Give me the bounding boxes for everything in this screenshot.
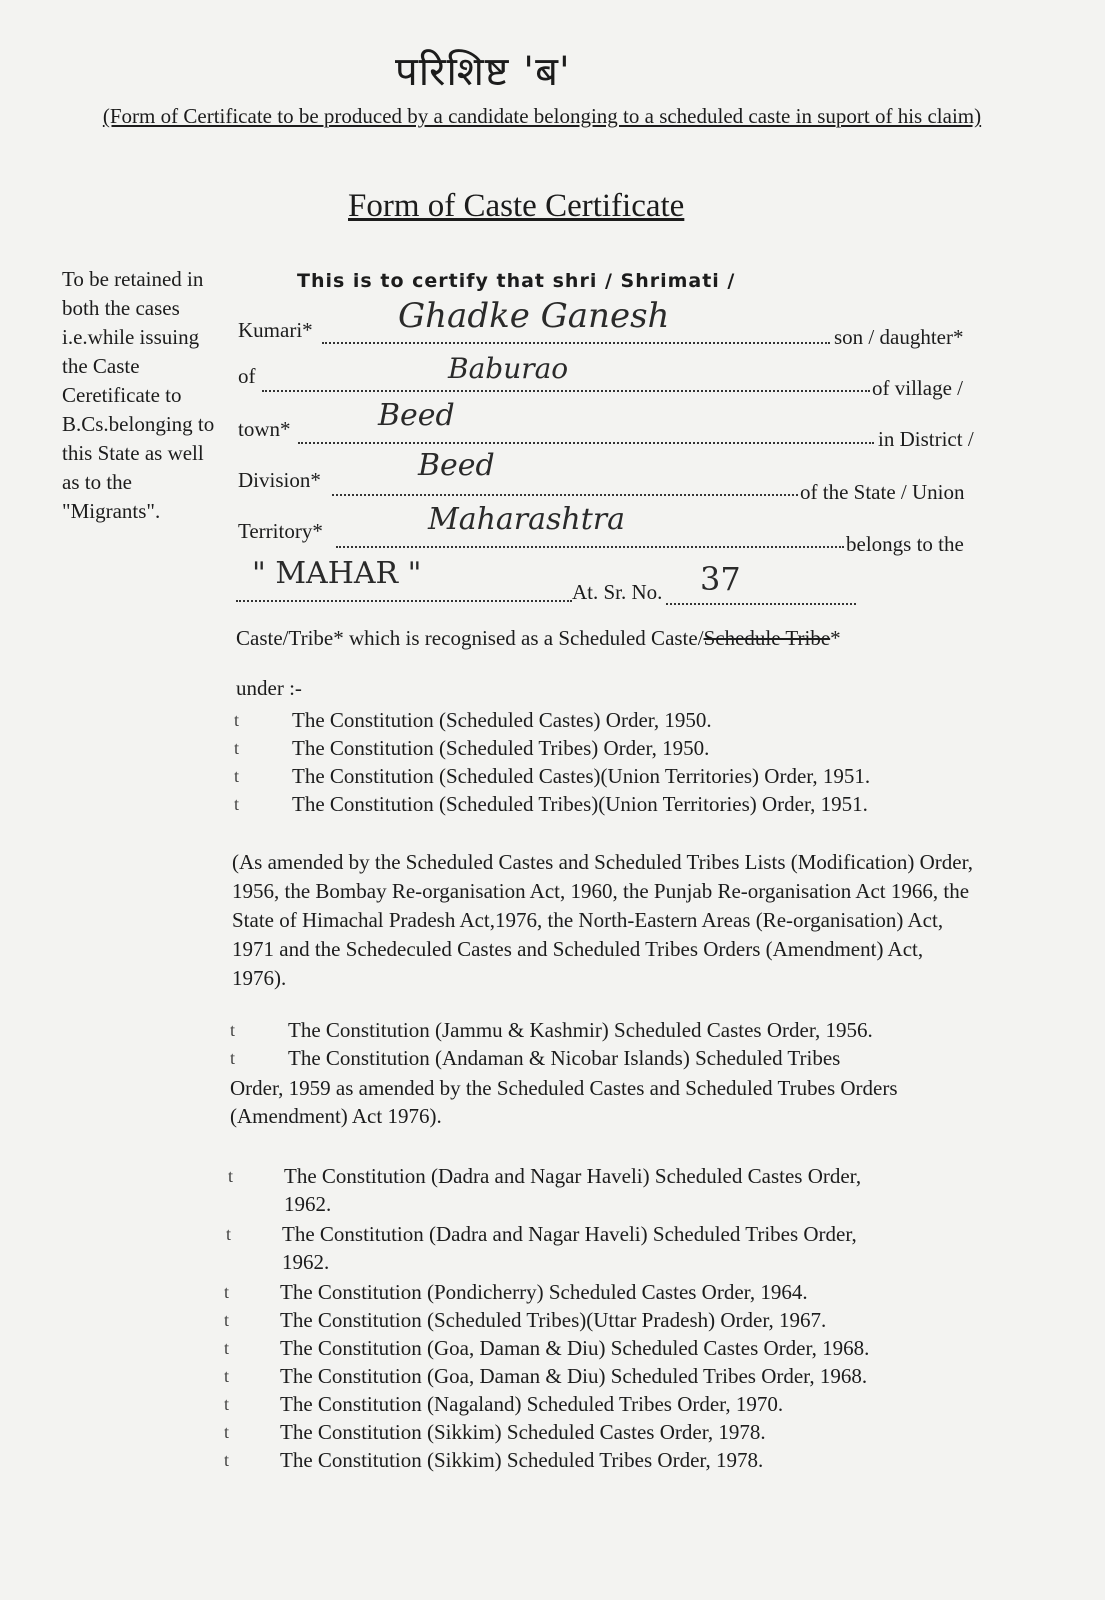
order-item: The Constitution (Dadra and Nagar Haveli) Scheduled Tribes Order, 1962. <box>282 1222 857 1274</box>
under-label: under :- <box>236 676 302 700</box>
territory-dotted-line <box>336 546 844 548</box>
order-item: The Constitution (Jammu & Kashmir) Scheduled Castes Order, 1956. <box>288 1018 873 1042</box>
son-daughter-label: son / daughter* <box>834 325 964 349</box>
order-item: The Constitution (Scheduled Castes) Order, 1950. <box>292 708 712 732</box>
town-dotted-line <box>298 442 874 444</box>
order-item: The Constitution (Scheduled Tribes) Order, 1950. <box>292 736 710 760</box>
list-bullet: t <box>234 794 240 814</box>
hindi-title: परिशिष्ट 'ब' <box>395 49 571 95</box>
list-bullet: t <box>224 1422 230 1442</box>
order-item-continued: Order, 1959 as amended by the Scheduled Castes and Scheduled Trubes Orders (Amendment) Act 1976). <box>230 1076 898 1128</box>
order-item: The Constitution (Scheduled Tribes)(Uttar Pradesh) Order, 1967. <box>280 1308 827 1332</box>
in-district-label: in District / <box>878 427 974 451</box>
belongs-to-label: belongs to the <box>846 532 964 556</box>
division-handwritten: Beed <box>418 448 495 483</box>
caste-tribe-line <box>236 626 841 651</box>
list-bullet: t <box>224 1282 230 1302</box>
list-bullet: t <box>230 1020 236 1040</box>
of-village-label: of village / <box>872 376 963 400</box>
list-bullet: t <box>234 710 240 730</box>
father-dotted-line <box>262 390 870 392</box>
list-bullet: t <box>224 1310 230 1330</box>
amended-paragraph: (As amended by the Scheduled Castes and Scheduled Tribes Lists (Modification) Order, 1956, the Bombay Re-organisation Act, 1960, the Punjab Re-organisation Act 1966, the State of Himachal Pradesh Act,1976, the North-Eastern Areas (Re-organisation) Act, 1971 and the Schedeculed Castes and Scheduled Tribes Orders (Amendment) Act, 1976). <box>232 850 974 990</box>
order-item: The Constitution (Goa, Daman & Diu) Scheduled Castes Order, 1968. <box>280 1336 870 1360</box>
division-dotted-line <box>332 494 798 496</box>
form-subtitle: (Form of Certificate to be produced by a candidate belonging to a scheduled caste in suport of his claim) <box>102 104 982 128</box>
sr-no-dotted-line <box>666 603 856 605</box>
list-bullet: t <box>226 1224 232 1244</box>
order-item: The Constitution (Nagaland) Scheduled Tribes Order, 1970. <box>280 1392 784 1416</box>
of-state-label: of the State / Union <box>800 480 965 504</box>
caste-tribe-asterisk: * <box>830 626 841 650</box>
name-handwritten: Ghadke Ganesh <box>398 296 670 336</box>
schedule-tribe-struck: Schedule Tribe <box>703 626 831 650</box>
sr-no-label: At. Sr. No. <box>572 580 663 604</box>
town-label: town* <box>238 417 291 441</box>
certify-text: This is to certify that shri / Shrimati / <box>297 270 736 292</box>
order-item: The Constitution (Sikkim) Scheduled Castes Order, 1978. <box>280 1420 766 1444</box>
caste-handwritten: " MAHAR " <box>252 556 422 591</box>
list-bullet: t <box>234 766 240 786</box>
caste-tribe-text: Caste/Tribe* which is recognised as a Scheduled Caste/ <box>236 626 704 650</box>
order-item: The Constitution (Pondicherry) Scheduled Castes Order, 1964. <box>280 1280 808 1304</box>
list-bullet: t <box>224 1366 230 1386</box>
list-bullet: t <box>230 1048 236 1068</box>
of-label: of <box>238 364 256 388</box>
order-item: The Constitution (Scheduled Castes)(Union Territories) Order, 1951. <box>292 764 871 788</box>
list-bullet: t <box>224 1338 230 1358</box>
order-item: The Constitution (Dadra and Nagar Haveli) Scheduled Castes Order, 1962. <box>284 1164 862 1216</box>
caste-dotted-line <box>236 600 572 602</box>
division-label: Division* <box>238 468 321 492</box>
list-bullet: t <box>224 1450 230 1470</box>
list-bullet: t <box>234 738 240 758</box>
form-title: Form of Caste Certificate <box>348 188 685 224</box>
side-note: To be retained in both the cases i.e.while issuing the Caste Ceretificate to B.Cs.belonging to this State as well as to the "Migrants". <box>62 267 215 523</box>
territory-label: Territory* <box>238 519 323 543</box>
town-handwritten: Beed <box>378 398 455 433</box>
list-bullet: t <box>224 1394 230 1414</box>
order-item: The Constitution (Sikkim) Scheduled Tribes Order, 1978. <box>280 1448 764 1472</box>
territory-handwritten: Maharashtra <box>428 502 626 537</box>
list-bullet: t <box>228 1166 234 1186</box>
sr-no-handwritten: 37 <box>700 560 741 598</box>
order-item: The Constitution (Andaman & Nicobar Islands) Scheduled Tribes <box>288 1046 841 1070</box>
father-handwritten: Baburao <box>448 352 569 385</box>
kumari-label: Kumari* <box>238 318 313 342</box>
order-item: The Constitution (Scheduled Tribes)(Union Territories) Order, 1951. <box>292 792 868 816</box>
order-item: The Constitution (Goa, Daman & Diu) Scheduled Tribes Order, 1968. <box>280 1364 868 1388</box>
name-dotted-line <box>322 342 830 344</box>
